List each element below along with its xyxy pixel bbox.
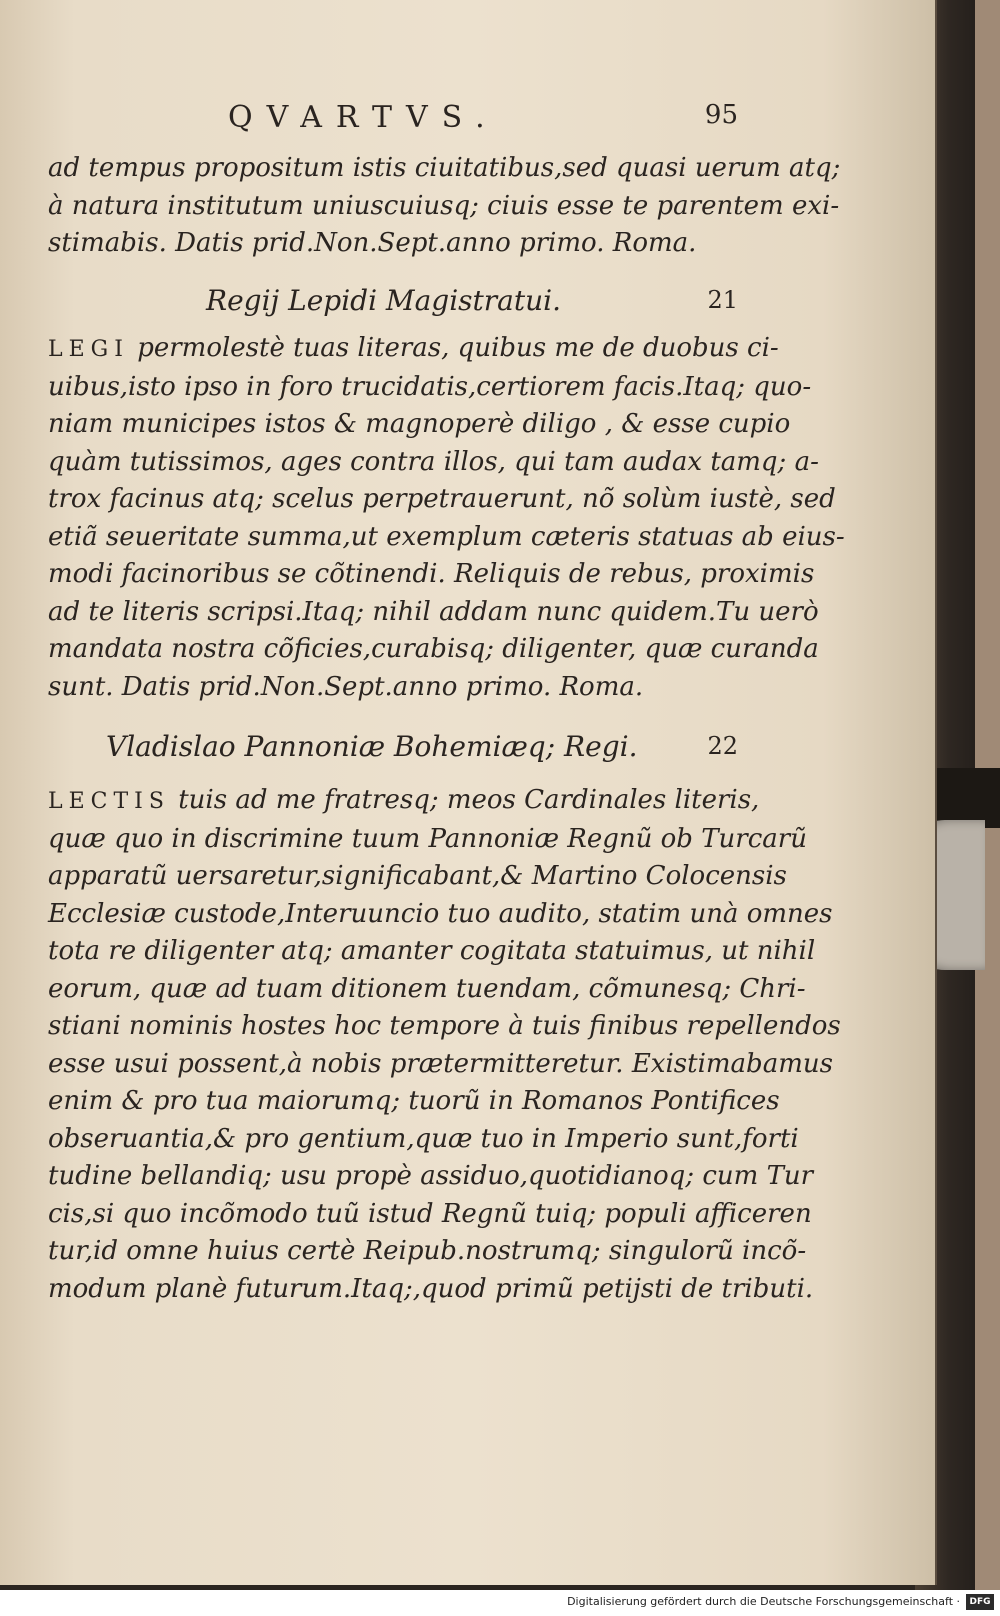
text-line bbox=[48, 330, 779, 369]
text-line: tudine bellandiq; usu propè assiduo,quotidianoq; cum Tur bbox=[48, 1161, 814, 1191]
text-line bbox=[48, 782, 760, 821]
text-line: obseruantia,& pro gentium,quæ tuo in Imperio sunt,forti bbox=[48, 1123, 799, 1154]
text-line: modi facinoribus se cõtinendi. Reliquis de rebus, proximis bbox=[48, 559, 815, 589]
text-line: niam municipes istos & magnoperè diligo , & esse cupio bbox=[48, 409, 791, 439]
text-line: cis,si quo incõmodo tuũ istud Regnũ tuiq; populi afficeren bbox=[48, 1198, 812, 1229]
text-line: eorum, quæ ad tuam ditionem tuendam, cõmunesq; Chri- bbox=[48, 973, 806, 1004]
text-line: sunt. Datis prid.Non.Sept.anno primo. Roma. bbox=[48, 671, 644, 702]
text-line: mandata nostra cõficies,curabisq; diligenter, quæ curanda bbox=[48, 634, 819, 664]
text-line: enim & pro tua maiorumq; tuorũ in Romanos Pontifices bbox=[48, 1086, 780, 1116]
letter-21-heading bbox=[48, 282, 738, 322]
letter-22-heading bbox=[48, 728, 738, 768]
page-number: 95 bbox=[704, 100, 738, 130]
text-line: stimabis. Datis prid.Non.Sept.anno primo. Roma. bbox=[48, 228, 697, 258]
text-line: Ecclesiæ custode,Interuuncio tuo audito, statim unà omnes bbox=[48, 898, 833, 929]
text-line: etiã seueritate summa,ut exemplum cæteris statuas ab eius- bbox=[48, 521, 845, 552]
dfg-logo: DFG bbox=[966, 1594, 994, 1610]
text-line: stiani nominis hostes hoc tempore à tuis finibus repellendos bbox=[48, 1011, 841, 1041]
text-line: quàm tutissimos, ages contra illos, qui tam audax tamq; a- bbox=[48, 446, 819, 477]
text-line: tur,id omne huius certè Reipub.nostrumq; singulorũ incõ- bbox=[48, 1236, 807, 1266]
text-line: à natura institutum uniuscuiusq; ciuis esse te parentem exi- bbox=[48, 190, 840, 221]
clip-shadow bbox=[930, 768, 1000, 828]
running-title: QVARTVS. bbox=[228, 100, 499, 135]
text-line: apparatũ uersaretur,significabant,& Martino Colocensis bbox=[48, 861, 787, 891]
letter-number: 22 bbox=[707, 732, 738, 760]
first-line-text: permolestè tuas literas, quibus me de duobus ci- bbox=[137, 333, 779, 363]
lead-word: LEGI bbox=[48, 337, 129, 362]
text-line: ad tempus propositum istis ciuitatibus,sed quasi uerum atq; bbox=[48, 153, 841, 183]
letter-22-body bbox=[48, 782, 841, 1308]
digitization-footer bbox=[0, 1590, 1000, 1616]
letter-21-body bbox=[48, 330, 845, 706]
running-head bbox=[48, 100, 738, 140]
letter-heading: Vladislao Pannoniæ Bohemiæq; Regi. bbox=[106, 730, 638, 763]
text-line: tota re diligenter atq; amanter cogitata statuimus, ut nihil bbox=[48, 936, 816, 966]
text-line: modum planè futurum.Itaq;,quod primũ petijsti de tributi. bbox=[48, 1273, 814, 1304]
text-line: ad te literis scripsi.Itaq; nihil addam nunc quidem.Tu uerò bbox=[48, 596, 819, 627]
lead-word: LECTIS bbox=[48, 789, 170, 814]
first-line-text: tuis ad me fratresq; meos Cardinales literis, bbox=[178, 785, 760, 815]
footer-credit: Digitalisierung gefördert durch die Deutsche Forschungsgemeinschaft · bbox=[567, 1595, 960, 1608]
text-line: esse usui possent,à nobis prætermitteretur. Existimabamus bbox=[48, 1048, 833, 1079]
text-line: quæ quo in discrimine tuum Pannoniæ Regnũ ob Turcarũ bbox=[48, 823, 807, 854]
closing-block bbox=[48, 150, 841, 263]
letter-number: 21 bbox=[707, 286, 738, 314]
letter-heading: Regij Lepidi Magistratui. bbox=[206, 284, 562, 317]
text-line: uibus,isto ipso in foro trucidatis,certiorem facis.Itaq; quo- bbox=[48, 371, 812, 402]
text-line: trox facinus atq; scelus perpetrauerunt, nõ solùm iustè, sed bbox=[48, 484, 836, 514]
